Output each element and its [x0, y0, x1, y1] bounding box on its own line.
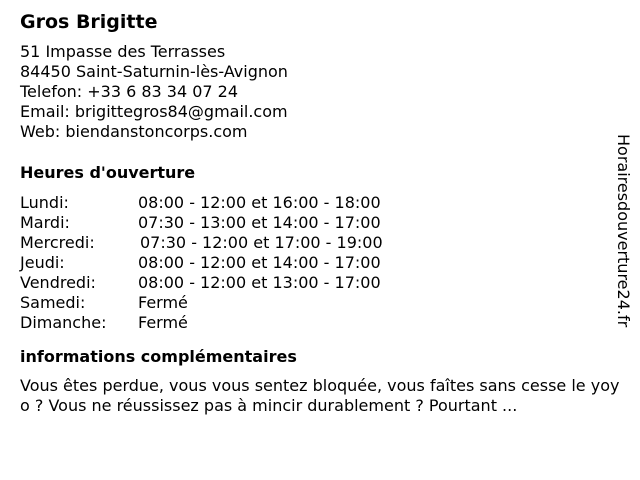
day-label: Vendredi:: [20, 273, 96, 292]
day-label: Mardi:: [20, 213, 70, 232]
business-name: Gros Brigitte: [20, 11, 158, 33]
website: Web: biendanstoncorps.com: [20, 122, 248, 141]
day-times: 08:00 - 12:00 et 14:00 - 17:00: [138, 253, 381, 272]
site-brand-vertical: Horairesdouverture24.fr: [614, 134, 633, 328]
additional-info-title: informations complémentaires: [20, 347, 297, 366]
day-times: 07:30 - 13:00 et 14:00 - 17:00: [138, 213, 381, 232]
address-city: 84450 Saint-Saturnin-lès-Avignon: [20, 62, 288, 81]
business-card: [20, 10, 620, 416]
hours-row-saturday: [20, 293, 620, 313]
phone-number: Telefon: +33 6 83 34 07 24: [20, 82, 239, 101]
additional-info-text: Vous êtes perdue, vous vous sentez bloquée, vous faîtes sans cesse le yoyo ? Vous ne réussissez pas à mincir durablement ? Pourtant ...: [20, 376, 620, 415]
hours-row-sunday: [20, 313, 620, 333]
day-times: 07:30 - 12:00 et 17:00 - 19:00: [140, 233, 383, 252]
email-address: Email: brigittegros84@gmail.com: [20, 102, 288, 121]
day-label: Mercredi:: [20, 233, 95, 252]
day-label: Lundi:: [20, 193, 69, 212]
hours-row-thursday: [20, 253, 620, 273]
opening-hours-title: Heures d'ouverture: [20, 163, 196, 182]
opening-hours-list: [20, 193, 620, 333]
day-times: 08:00 - 12:00 et 13:00 - 17:00: [138, 273, 381, 292]
address-street: 51 Impasse des Terrasses: [20, 42, 226, 61]
hours-row-tuesday: [20, 213, 620, 233]
hours-row-wednesday: [20, 233, 620, 253]
hours-row-friday: [20, 273, 620, 293]
day-times: Fermé: [138, 293, 188, 312]
hours-row-monday: [20, 193, 620, 213]
day-label: Samedi:: [20, 293, 86, 312]
day-times: 08:00 - 12:00 et 16:00 - 18:00: [138, 193, 381, 212]
day-times: Fermé: [138, 313, 188, 332]
day-label: Jeudi:: [20, 253, 65, 272]
day-label: Dimanche:: [20, 313, 107, 332]
